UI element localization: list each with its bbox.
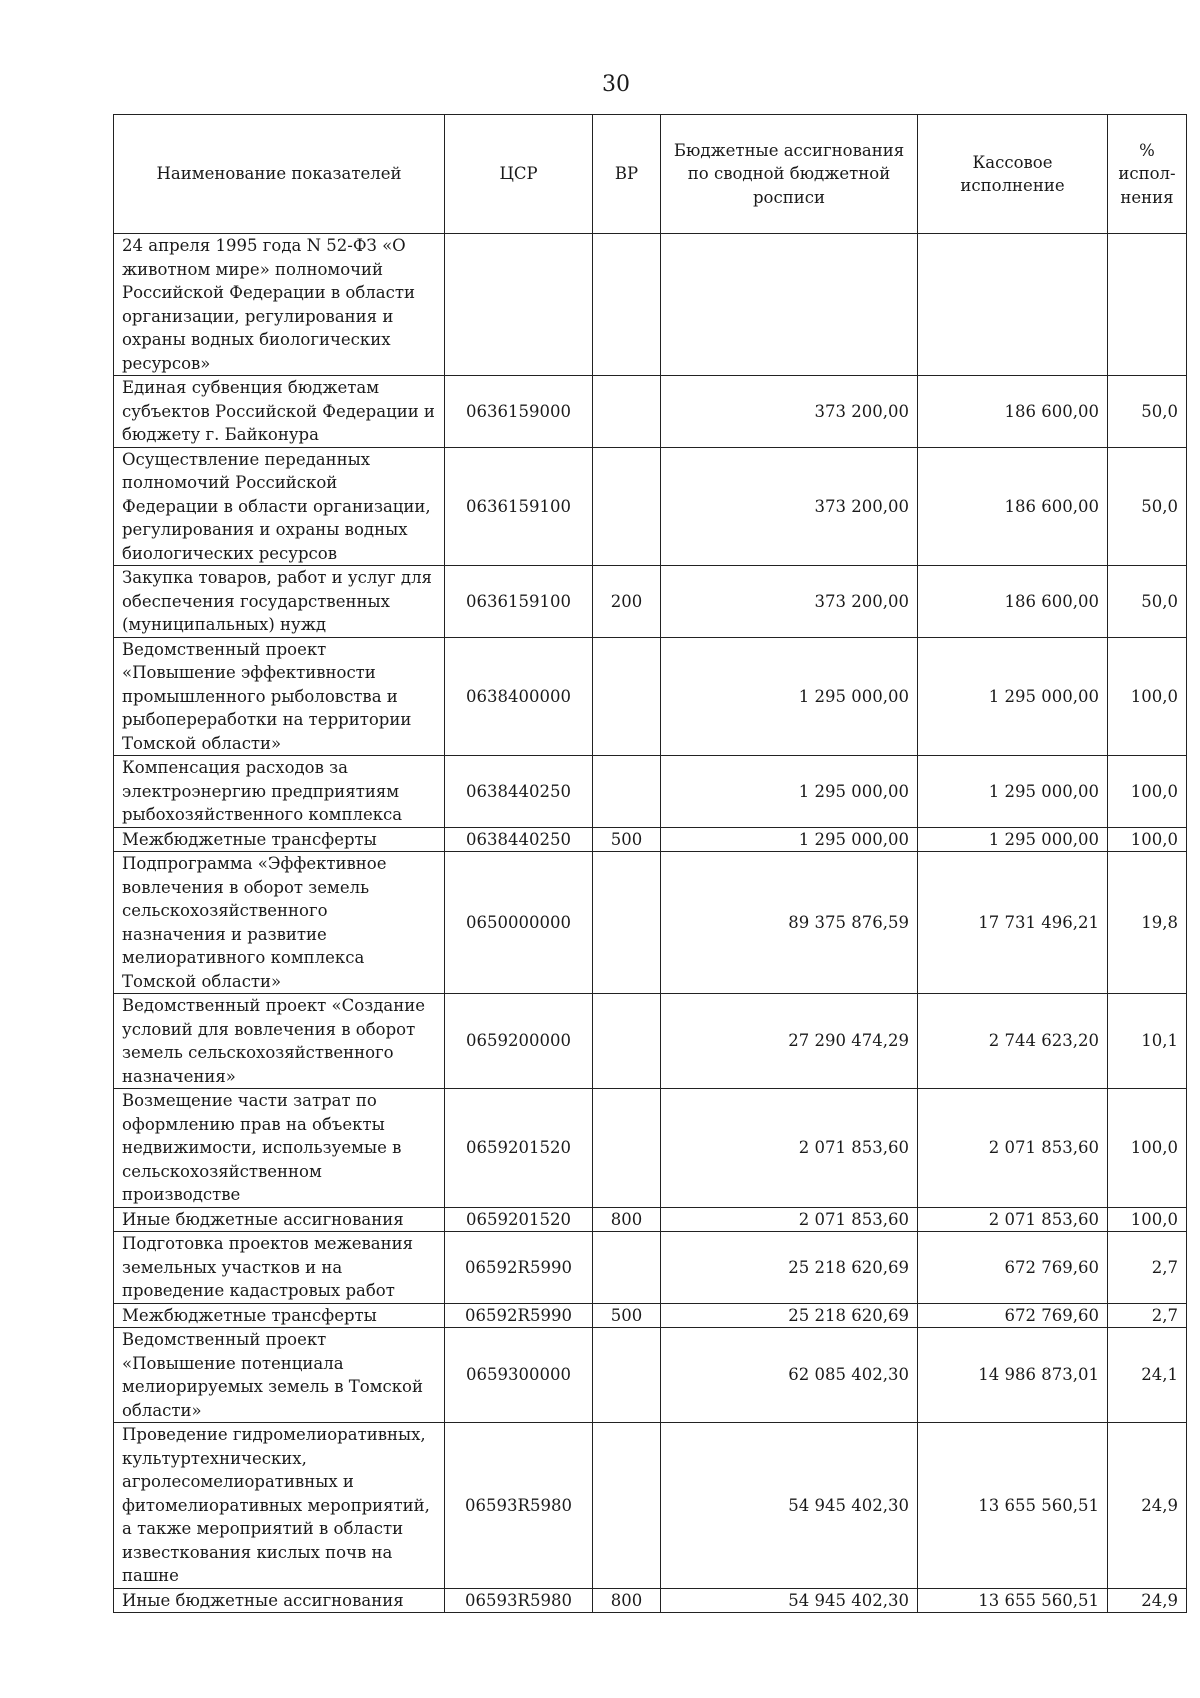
cell-vr: [593, 637, 661, 756]
cell-name: Иные бюджетные ассигнования: [114, 1207, 445, 1232]
cell-pct: 100,0: [1108, 756, 1187, 828]
cell-pct: 24,9: [1108, 1588, 1187, 1613]
cell-name: Межбюджетные трансферты: [114, 1303, 445, 1328]
cell-pct: 100,0: [1108, 1207, 1187, 1232]
cell-csr: 0659200000: [445, 994, 593, 1089]
cell-csr: 0638440250: [445, 827, 593, 852]
cell-budget: 2 071 853,60: [661, 1089, 918, 1208]
cell-budget: 89 375 876,59: [661, 852, 918, 994]
cell-vr: [593, 1232, 661, 1304]
cell-pct: 100,0: [1108, 637, 1187, 756]
cell-vr: 800: [593, 1588, 661, 1613]
cell-vr: [593, 234, 661, 376]
cell-csr: 0650000000: [445, 852, 593, 994]
cell-vr: [593, 1089, 661, 1208]
cell-csr: 0659201520: [445, 1207, 593, 1232]
cell-vr: 800: [593, 1207, 661, 1232]
cell-cash: 2 071 853,60: [918, 1207, 1108, 1232]
cell-csr: 0636159000: [445, 376, 593, 448]
cell-budget: 27 290 474,29: [661, 994, 918, 1089]
table-row: [114, 852, 1187, 994]
cell-cash: 17 731 496,21: [918, 852, 1108, 994]
cell-budget: 1 295 000,00: [661, 756, 918, 828]
cell-name: Иные бюджетные ассигнования: [114, 1588, 445, 1613]
table-row: [114, 1303, 1187, 1328]
cell-cash: 186 600,00: [918, 376, 1108, 448]
table-row: [114, 756, 1187, 828]
cell-csr: 06592R5990: [445, 1303, 593, 1328]
cell-name: Межбюджетные трансферты: [114, 827, 445, 852]
cell-pct: 24,9: [1108, 1423, 1187, 1589]
cell-name: Ведомственный проект «Повышение эффективности промышленного рыболовства и рыбопереработки на территории Томской области»: [114, 637, 445, 756]
cell-cash: 2 744 623,20: [918, 994, 1108, 1089]
cell-cash: 2 071 853,60: [918, 1089, 1108, 1208]
table-row: [114, 1588, 1187, 1613]
cell-cash: 1 295 000,00: [918, 637, 1108, 756]
cell-csr: 06592R5990: [445, 1232, 593, 1304]
cell-pct: 24,1: [1108, 1328, 1187, 1423]
table-row: [114, 637, 1187, 756]
budget-execution-table: [113, 114, 1187, 1613]
cell-budget: 1 295 000,00: [661, 637, 918, 756]
cell-cash: 13 655 560,51: [918, 1588, 1108, 1613]
cell-budget: 62 085 402,30: [661, 1328, 918, 1423]
table-header-row: [114, 115, 1187, 234]
cell-cash: 672 769,60: [918, 1303, 1108, 1328]
cell-name: Компенсация расходов за электроэнергию предприятиям рыбохозяйственного комплекса: [114, 756, 445, 828]
header-vr: ВР: [593, 115, 661, 234]
table-row: [114, 1328, 1187, 1423]
cell-vr: [593, 1328, 661, 1423]
cell-name: Подготовка проектов межевания земельных участков и на проведение кадастровых работ: [114, 1232, 445, 1304]
cell-vr: [593, 447, 661, 566]
cell-pct: 50,0: [1108, 376, 1187, 448]
page-number: 30: [602, 72, 630, 97]
cell-csr: 0638440250: [445, 756, 593, 828]
cell-budget: 373 200,00: [661, 566, 918, 638]
table-row: [114, 1232, 1187, 1304]
cell-csr: 0636159100: [445, 566, 593, 638]
header-cash: Кассовое исполнение: [918, 115, 1108, 234]
cell-budget: 373 200,00: [661, 376, 918, 448]
table-row: [114, 566, 1187, 638]
cell-cash: 13 655 560,51: [918, 1423, 1108, 1589]
cell-cash: 1 295 000,00: [918, 827, 1108, 852]
cell-name: Ведомственный проект «Повышение потенциала мелиорируемых земель в Томской области»: [114, 1328, 445, 1423]
header-budget: Бюджетные ассигнования по сводной бюджетной росписи: [661, 115, 918, 234]
cell-pct: 100,0: [1108, 827, 1187, 852]
cell-csr: 06593R5980: [445, 1588, 593, 1613]
cell-vr: [593, 376, 661, 448]
cell-pct: 2,7: [1108, 1303, 1187, 1328]
cell-vr: [593, 1423, 661, 1589]
table-row: [114, 994, 1187, 1089]
header-csr: ЦСР: [445, 115, 593, 234]
cell-budget: 25 218 620,69: [661, 1303, 918, 1328]
cell-cash: 672 769,60: [918, 1232, 1108, 1304]
cell-budget: [661, 234, 918, 376]
table-row: [114, 1089, 1187, 1208]
cell-budget: 54 945 402,30: [661, 1588, 918, 1613]
cell-csr: 06593R5980: [445, 1423, 593, 1589]
cell-name: Осуществление переданных полномочий Российской Федерации в области организации, регулирования и охраны водных биологических ресурсов: [114, 447, 445, 566]
cell-pct: 19,8: [1108, 852, 1187, 994]
cell-vr: 500: [593, 827, 661, 852]
cell-csr: [445, 234, 593, 376]
header-pct: % испол-нения: [1108, 115, 1187, 234]
cell-cash: 14 986 873,01: [918, 1328, 1108, 1423]
table-body: [114, 234, 1187, 1613]
cell-vr: 500: [593, 1303, 661, 1328]
table-row: [114, 1207, 1187, 1232]
cell-pct: 2,7: [1108, 1232, 1187, 1304]
table-row: [114, 1423, 1187, 1589]
cell-vr: [593, 756, 661, 828]
cell-pct: 50,0: [1108, 566, 1187, 638]
cell-name: Проведение гидромелиоративных, культуртехнических, агролесомелиоративных и фитомелиоративных мероприятий, а также мероприятий в области известкования кислых почв на пашне: [114, 1423, 445, 1589]
cell-csr: 0638400000: [445, 637, 593, 756]
cell-name: Подпрограмма «Эффективное вовлечения в оборот земель сельскохозяйственного назначения и развитие мелиоративного комплекса Томской области»: [114, 852, 445, 994]
cell-budget: 54 945 402,30: [661, 1423, 918, 1589]
cell-cash: [918, 234, 1108, 376]
table-row: [114, 447, 1187, 566]
cell-cash: 1 295 000,00: [918, 756, 1108, 828]
cell-csr: 0659300000: [445, 1328, 593, 1423]
cell-budget: 2 071 853,60: [661, 1207, 918, 1232]
cell-vr: [593, 852, 661, 994]
cell-pct: 10,1: [1108, 994, 1187, 1089]
cell-budget: 373 200,00: [661, 447, 918, 566]
cell-csr: 0659201520: [445, 1089, 593, 1208]
cell-pct: [1108, 234, 1187, 376]
table-row: [114, 827, 1187, 852]
cell-name: 24 апреля 1995 года N 52-ФЗ «О животном мире» полномочий Российской Федерации в области организации, регулирования и охраны водных биологических ресурсов»: [114, 234, 445, 376]
cell-vr: 200: [593, 566, 661, 638]
cell-budget: 1 295 000,00: [661, 827, 918, 852]
cell-name: Единая субвенция бюджетам субъектов Российской Федерации и бюджету г. Байконура: [114, 376, 445, 448]
header-name: Наименование показателей: [114, 115, 445, 234]
cell-pct: 100,0: [1108, 1089, 1187, 1208]
cell-name: Ведомственный проект «Создание условий для вовлечения в оборот земель сельскохозяйственного назначения»: [114, 994, 445, 1089]
cell-name: Возмещение части затрат по оформлению прав на объекты недвижимости, используемые в сельскохозяйственном производстве: [114, 1089, 445, 1208]
cell-cash: 186 600,00: [918, 447, 1108, 566]
table-row: [114, 376, 1187, 448]
cell-cash: 186 600,00: [918, 566, 1108, 638]
cell-budget: 25 218 620,69: [661, 1232, 918, 1304]
table-row: [114, 234, 1187, 376]
cell-name: Закупка товаров, работ и услуг для обеспечения государственных (муниципальных) нужд: [114, 566, 445, 638]
cell-pct: 50,0: [1108, 447, 1187, 566]
cell-vr: [593, 994, 661, 1089]
cell-csr: 0636159100: [445, 447, 593, 566]
